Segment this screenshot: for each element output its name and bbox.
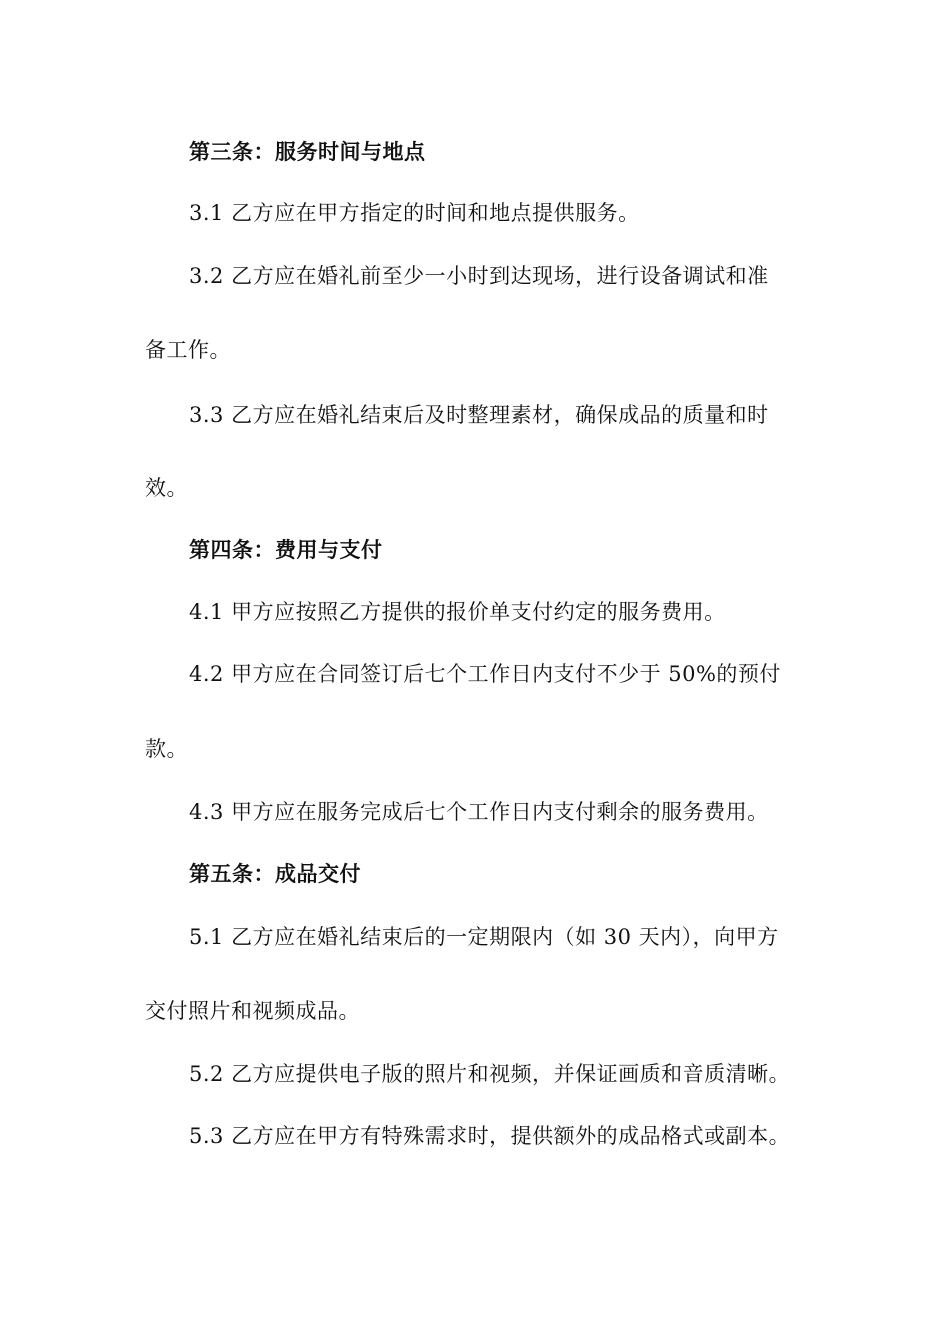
clause-text: 3.2 乙方应在婚礼前至少一小时到达现场，进行设备调试和准 <box>189 264 769 288</box>
clause-text: 5.2 乙方应提供电子版的照片和视频，并保证画质和音质清晰。 <box>189 1062 791 1086</box>
clause-text: 5.3 乙方应在甲方有特殊需求时，提供额外的成品格式或副本。 <box>189 1124 791 1148</box>
clause-text-continuation: 交付照片和视频成品。 <box>145 999 360 1023</box>
clause-text-continuation: 效。 <box>145 476 188 500</box>
clause-text: 3.3 乙方应在婚礼结束后及时整理素材，确保成品的质量和时 <box>189 403 769 427</box>
section-heading: 第三条：服务时间与地点 <box>189 140 426 164</box>
section-heading: 第五条：成品交付 <box>189 862 361 886</box>
clause-text: 5.1 乙方应在婚礼结束后的一定期限内（如 30 天内），向甲方 <box>189 925 779 949</box>
clause-text: 4.1 甲方应按照乙方提供的报价单支付约定的服务费用。 <box>189 600 726 624</box>
section-heading: 第四条：费用与支付 <box>189 538 383 562</box>
clause-text: 4.2 甲方应在合同签订后七个工作日内支付不少于 50%的预付 <box>189 662 781 686</box>
clause-text-continuation: 款。 <box>145 737 188 761</box>
clause-text: 3.1 乙方应在甲方指定的时间和地点提供服务。 <box>189 201 640 225</box>
clause-text-continuation: 备工作。 <box>145 338 231 362</box>
clause-text: 4.3 甲方应在服务完成后七个工作日内支付剩余的服务费用。 <box>189 800 769 824</box>
